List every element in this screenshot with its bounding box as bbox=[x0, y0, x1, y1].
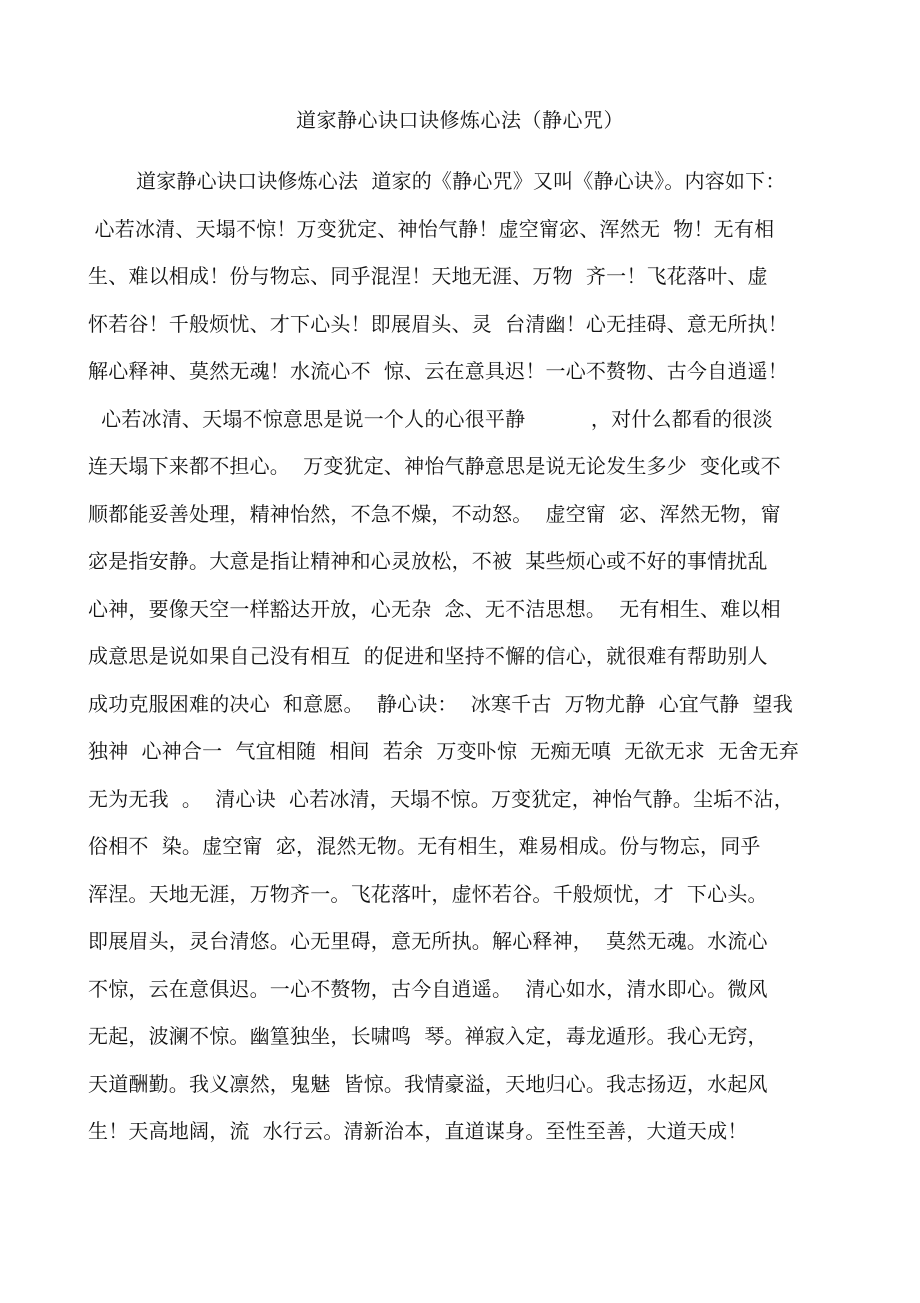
text-line: 无为无我 。 清心诀 心若冰清，天塌不惊。万变犹定，神怡气静。尘垢不沾， bbox=[88, 786, 794, 811]
page-title: 道家静心诀口诀修炼心法（静心咒） bbox=[296, 108, 624, 132]
text-line: 无起，波澜不惊。幽篁独坐，长啸鸣 琴。禅寂入定，毒龙遁形。我心无窍， bbox=[88, 1024, 768, 1048]
text-line: 宓是指安静。大意是指让精神和心灵放松，不被 某些烦心或不好的事情扰乱 bbox=[88, 549, 768, 573]
text-line: 成功克服困难的决心 和意愿。 静心诀： 冰寒千古 万物尤静 心宜气静 望我 bbox=[88, 691, 793, 716]
text-line: 不惊，云在意俱迟。一心不赘物，古今自逍遥。 清心如水，清水即心。微风 bbox=[88, 976, 768, 1001]
text-line: 心若冰清、天塌不惊！万变犹定、神怡气静！虚空甯宓、浑然无 物！无有相 bbox=[88, 216, 775, 241]
text-line: 成意思是说如果自己没有相互 的促进和坚持不懈的信心，就很难有帮助别人 bbox=[88, 644, 768, 668]
text-line: 浑涅。天地无涯，万物齐一。飞花落叶，虚怀若谷。千般烦忧，才 下心头。 bbox=[88, 881, 768, 906]
text-line: 心若冰清、天塌不惊意思是说一个人的心很平静 ，对什么都看的很淡 bbox=[88, 406, 773, 431]
text-line: 心神，要像天空一样豁达开放，心无杂 念、无不洁思想。 无有相生、难以相 bbox=[88, 596, 781, 621]
text-line: 生、难以相成！份与物忘、同乎混涅！天地无涯、万物 齐一！飞花落叶、虚 bbox=[88, 264, 768, 288]
text-line: 怀若谷！千般烦忧、才下心头！即展眉头、灵 台清幽！心无挂碍、意无所执！ bbox=[88, 311, 788, 336]
text-line: 道家静心诀口诀修炼心法 道家的《静心咒》又叫《静心诀》。内容如下： bbox=[136, 169, 786, 193]
text-line: 解心释神、莫然无魂！水流心不 惊、云在意具迟！一心不赘物、古今自逍遥！ bbox=[88, 359, 788, 383]
text-line: 俗相不 染。虚空甯 宓，混然无物。无有相生，难易相成。份与物忘，同乎 bbox=[88, 834, 761, 858]
text-line: 即展眉头，灵台清悠。心无里碍，意无所执。解心释神， 莫然无魂。水流心 bbox=[88, 929, 768, 953]
text-line: 生！天高地阔，流 水行云。清新治本，直道谋身。至性至善，大道天成！ bbox=[88, 1119, 748, 1143]
text-line: 独神 心神合一 气宜相随 相间 若余 万变卟惊 无痴无嗔 无欲无求 无舍无弃 bbox=[88, 739, 799, 763]
text-line: 连天塌下来都不担心。 万变犹定、神怡气静意思是说无论发生多少 变化或不 bbox=[88, 454, 781, 478]
text-line: 顺都能妥善处理，精神怡然，不急不燥，不动怒。 虚空甯 宓、浑然无物，甯 bbox=[88, 501, 781, 526]
text-line: 天道酬勤。我义凛然，鬼魅 皆惊。我情豪溢，天地归心。我志扬迈，水起风 bbox=[88, 1071, 768, 1096]
